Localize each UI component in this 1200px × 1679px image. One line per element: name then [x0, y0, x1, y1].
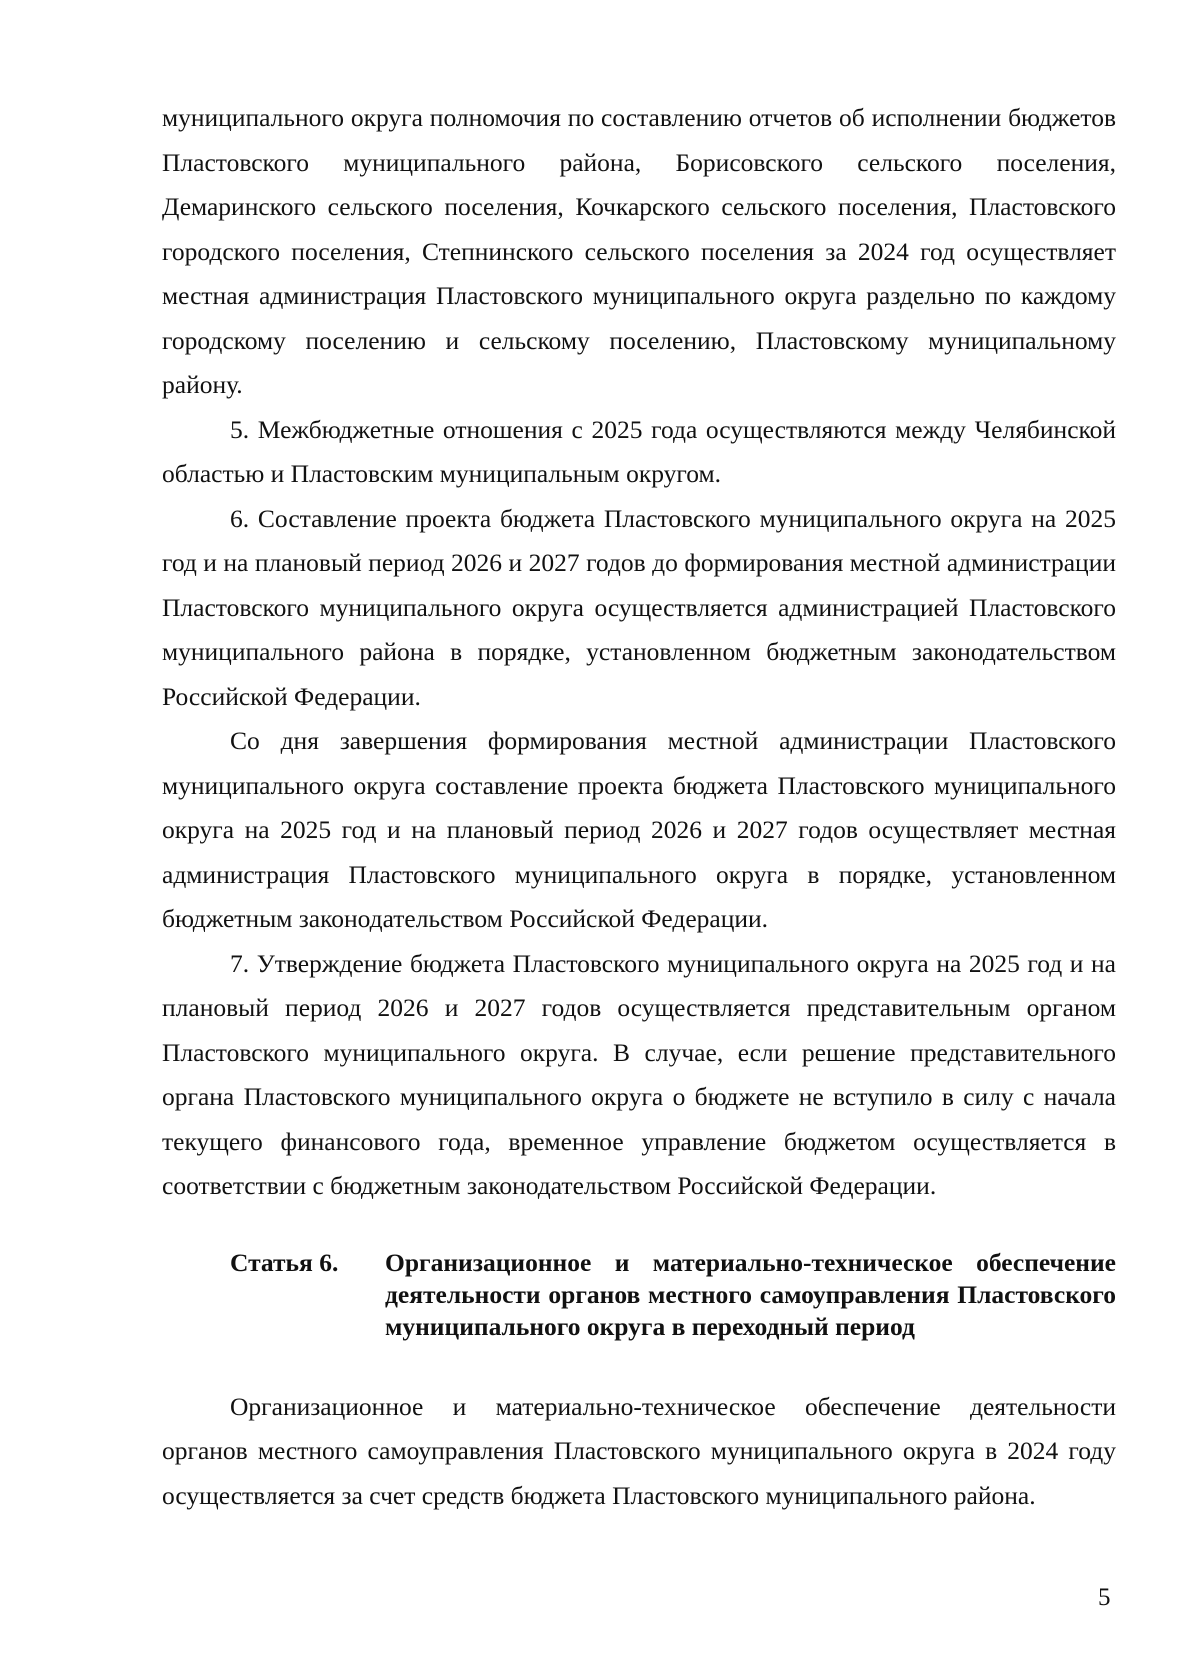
paragraph-item-7: 7. Утверждение бюджета Пластовского муниципального округа на 2025 год и на плановый период 2026 и 2027 годов осуществляется представительным органом Пластовского муниципального округа. В случае, если решение представительного органа Пластовского муниципального округа о бюджете не вступило в силу с начала текущего финансового года, временное управление бюджетом осуществляется в соответствии с бюджетным законодательством Российской Федерации. [162, 948, 1116, 1200]
article-title: Организационное и материально-техническое обеспечение деятельности органов местного самоуправления Пластовского муниципального округа в переходный период [385, 1247, 1116, 1341]
page-number: 5 [1098, 1584, 1111, 1611]
article-6-body: Организационное и материально-техническое обеспечение деятельности органов местного самоуправления Пластовского муниципального округа в 2024 году осуществляется за счет средств бюджета Пластовского муниципального района. [162, 1391, 1116, 1510]
paragraph-item-6: 6. Составление проекта бюджета Пластовского муниципального округа на 2025 год и на плановый период 2026 и 2027 годов до формирования местной администрации Пластовского муниципального округа осуществляется администрацией Пластовского муниципального района в порядке, установленном бюджетным законодательством Российской Федерации. [162, 503, 1116, 711]
article-number: Статья 6. [230, 1247, 339, 1277]
article-heading [230, 1247, 1116, 1343]
paragraph-item-5: 5. Межбюджетные отношения с 2025 года осуществляются между Челябинской областью и Пластовским муниципальным округом. [162, 414, 1116, 488]
paragraph-continuation: муниципального округа полномочия по составлению отчетов об исполнении бюджетов Пластовского муниципального района, Борисовского сельского поселения, Демаринского сельского поселения, Кочкарского сельского поселения, Пластовского городского поселения, Степнинского сельского поселения за 2024 год осуществляет местная администрация Пластовского муниципального округа раздельно по каждому городскому поселению и сельскому поселению, Пластовскому муниципальному району. [162, 103, 1116, 399]
paragraph-item-6-continued: Со дня завершения формирования местной администрации Пластовского муниципального округа составление проекта бюджета Пластовского муниципального округа на 2025 год и на плановый период 2026 и 2027 годов осуществляет местная администрация Пластовского муниципального округа в порядке, установленном бюджетным законодательством Российской Федерации. [162, 726, 1116, 933]
document-page [162, 96, 1116, 1518]
